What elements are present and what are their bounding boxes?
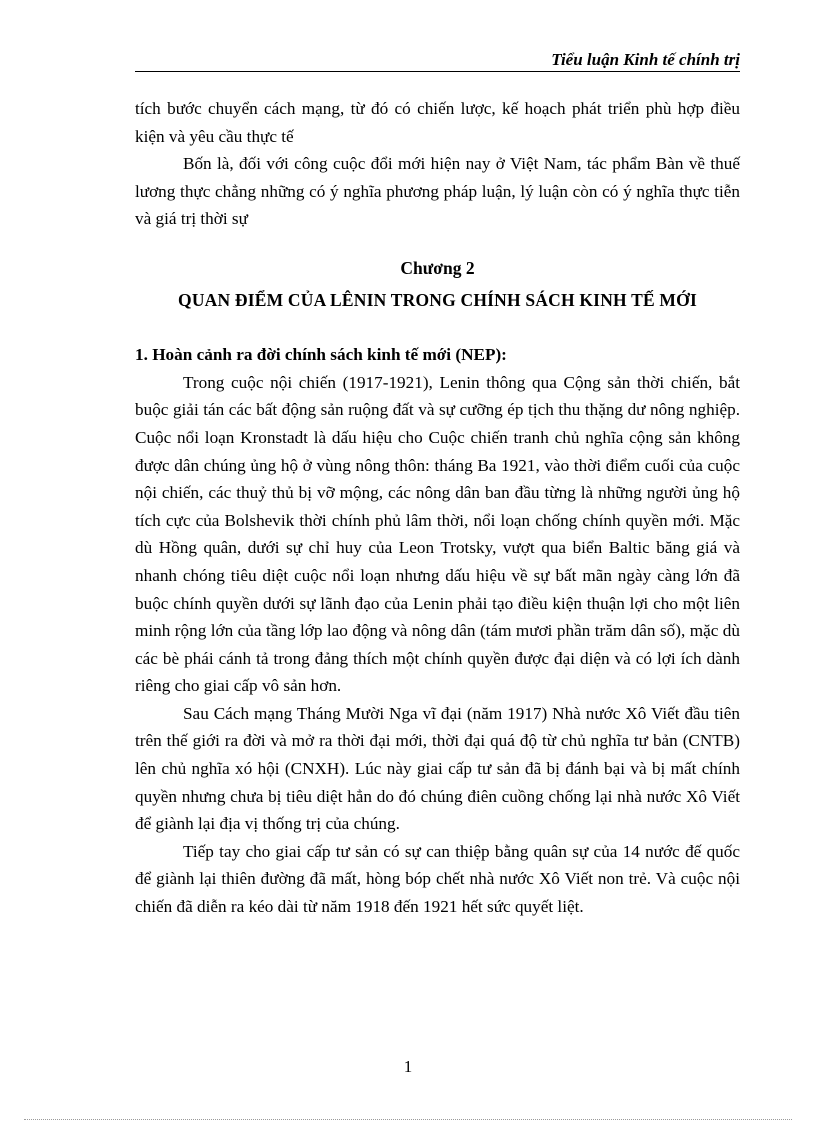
header-divider [135, 71, 740, 72]
chapter-title: QUAN ĐIỂM CỦA LÊNIN TRONG CHÍNH SÁCH KINH TẾ MỚI [178, 289, 697, 310]
page-body [135, 95, 740, 921]
intro-paragraph-continuation: tích bước chuyển cách mạng, từ đó có chiến lược, kế hoạch phát triển phù hợp điều kiện và yêu cầu thực tế [135, 99, 740, 146]
chapter-number: Chương 2 [400, 257, 475, 278]
body-paragraph: Sau Cách mạng Tháng Mười Nga vĩ đại (năm 1917) Nhà nước Xô Viết đầu tiên trên thế giới ra đời và mở ra thời đại mới, thời đại quá độ từ chủ nghĩa tư bản (CNTB) lên chủ nghĩa xó hội (CNXH). Lúc này giai cấp tư sản đã bị đánh bại và bị mất chính quyền nhưng chưa bị tiêu diệt hẳn do đó chúng điên cuồng chống lại nhà nước Xô Viết để giành lại địa vị thống trị của chúng. [135, 703, 740, 834]
page-number: 1 [403, 1057, 413, 1076]
body-paragraph: Tiếp tay cho giai cấp tư sản có sự can thiệp bằng quân sự của 14 nước đế quốc để giành lại thiên đường đã mất, hòng bóp chết nhà nước Xô Viết non trẻ. Và cuộc nội chiến đã diễn ra kéo dài từ năm 1918 đến 1921 hết sức quyết liệt. [135, 841, 740, 917]
section-body [135, 369, 740, 921]
running-header: Tiểu luận Kinh tế chính trị [551, 50, 740, 69]
intro-paragraph: Bốn là, đối với công cuộc đổi mới hiện nay ở Việt Nam, tác phẩm Bàn về thuế lương thực chẳng những có ý nghĩa phương pháp luận, lý luận còn có ý nghĩa thực tiễn và giá trị thời sự [135, 154, 740, 229]
section-heading: 1. Hoàn cảnh ra đời chính sách kinh tế mới (NEP): [135, 345, 507, 365]
page-bottom-divider [24, 1119, 792, 1120]
body-paragraph: Trong cuộc nội chiến (1917-1921), Lenin thông qua Cộng sản thời chiến, bắt buộc giải tán các bất động sản ruộng đất và sự cưỡng ép tịch thu thặng dư nông nghiệp. Cuộc nổi loạn Kronstadt là dấu hiệu cho Cuộc chiến tranh chủ nghĩa cộng sản không được dân chúng ủng hộ ở vùng nông thôn: tháng Ba 1921, vào thời điểm cuối của cuộc nội chiến, các thuỷ thủ bị vỡ mộng, các nông dân ban đầu từng là những người ủng hộ tích cực của Bolshevik thời chính phủ lâm thời, nổi loạn chống chính quyền mới. Mặc dù Hồng quân, dưới sự chỉ huy của Leon Trotsky, vượt qua biển Baltic băng giá và nhanh chóng tiêu diệt cuộc nổi loạn nhưng dấu hiệu về sự bất mãn ngày càng lớn đã buộc chính quyền dưới sự lãnh đạo của Lenin phải tạo điều kiện thuận lợi cho một liên minh rộng lớn của tầng lớp lao động và nông dân (tám mươi phần trăm dân số), mặc dù các bè phái cánh tả trong đảng thích một chính quyền được đại diện và có lợi ích dành riêng cho giai cấp vô sản hơn. [135, 372, 740, 696]
